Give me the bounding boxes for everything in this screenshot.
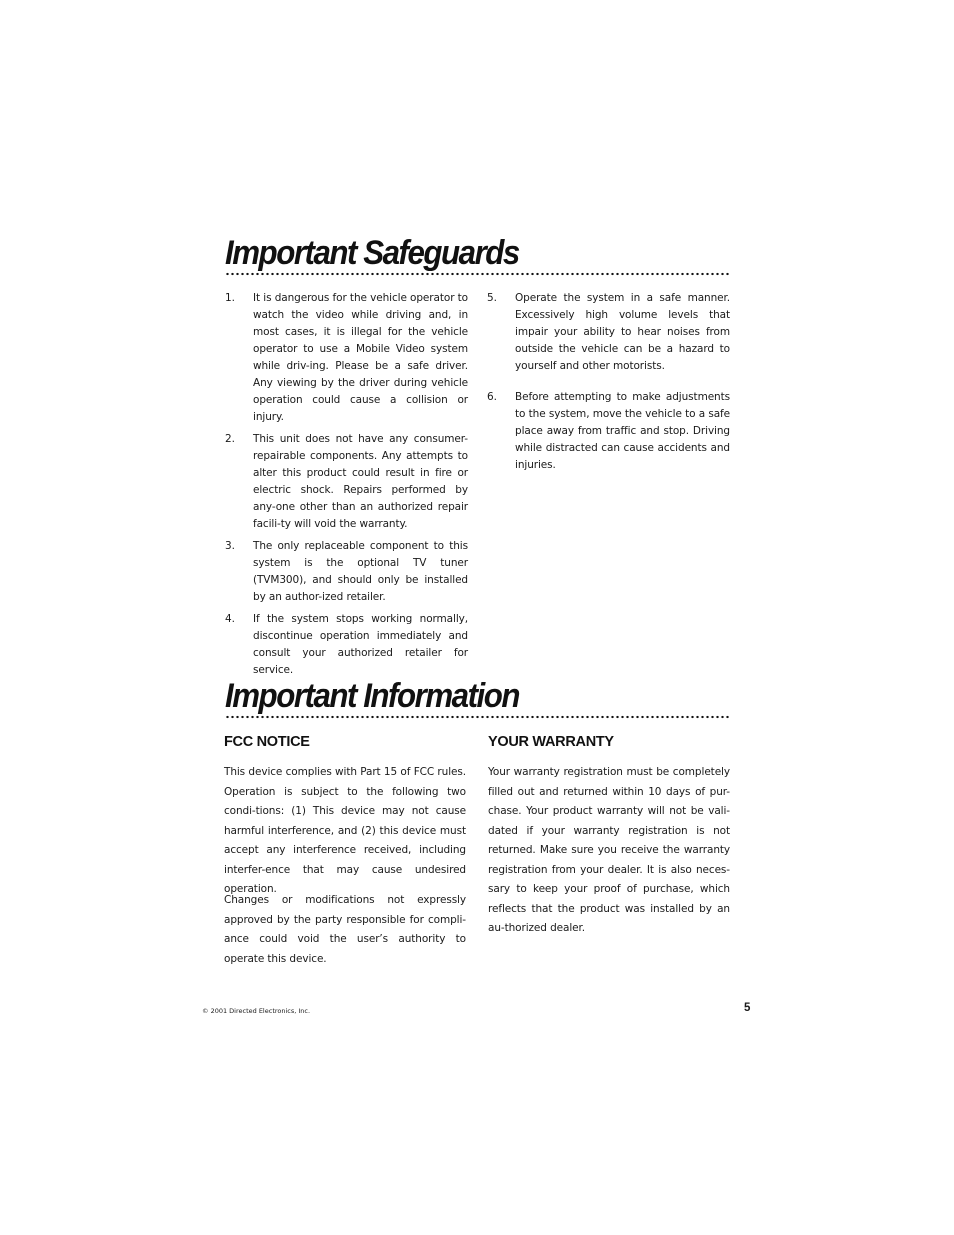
page-number: 5	[744, 1002, 751, 1014]
list-item	[487, 389, 730, 474]
safeguards-column-left	[225, 290, 468, 679]
dotted-rule	[225, 272, 731, 276]
safeguards-title: Important Safeguards	[225, 234, 519, 272]
copyright-notice: © 2001 Directed Electronics, Inc.	[202, 1007, 311, 1015]
fcc-notice-heading: FCC NOTICE	[224, 734, 310, 750]
dotted-rule	[225, 715, 731, 719]
item-text: This unit does not have any consumer-repairable components. Any attempts to alter this product could result in fire or electric shock. Repairs performed by any-one other than an authorized repair facili-ty will void the warranty.	[253, 433, 468, 530]
item-number: 2.	[225, 433, 236, 445]
list-item	[225, 431, 468, 533]
list-item	[487, 290, 730, 375]
item-text: Operate the system in a safe manner. Excessively high volume levels that impair your ability to hear noises from outside the vehicle can be a hazard to yourself and other motorists.	[515, 292, 730, 372]
list-item	[225, 538, 468, 606]
item-number: 6.	[487, 391, 498, 403]
item-text: If the system stops working normally, discontinue operation immediately and consult your authorized retailer for service.	[253, 613, 468, 676]
item-text: The only replaceable component to this system is the optional TV tuner (TVM300), and should only be installed by an author-ized retailer.	[253, 540, 468, 603]
fcc-paragraph: This device complies with Part 15 of FCC rules. Operation is subject to the following two condi-tions: (1) This device may not cause harmful interference, and (2) this device must accept any interference received, including interfer-ence that may cause undesired operation.	[224, 766, 466, 895]
item-number: 4.	[225, 613, 236, 625]
item-text: Before attempting to make adjustments to the system, move the vehicle to a safe place away from traffic and stop. Driving while distracted can cause accidents and injuries.	[515, 391, 730, 471]
safeguards-column-right	[487, 290, 730, 474]
fcc-paragraph: Changes or modifications not expressly approved by the party responsible for compli-ance could void the user’s authority to operate this device.	[224, 894, 466, 965]
warranty-heading: YOUR WARRANTY	[488, 734, 614, 750]
warranty-paragraph: Your warranty registration must be completely filled out and returned within 10 days of pur-chase. Your product warranty will not be vali-dated if your warranty registration is not returned. Make sure you receive the warranty registration from your dealer. It is also neces-sary to keep your proof of purchase, which reflects that the product was installed by an au-thorized dealer.	[488, 766, 730, 934]
item-number: 3.	[225, 540, 236, 552]
list-item	[225, 290, 468, 426]
list-item	[225, 611, 468, 679]
item-number: 5.	[487, 292, 498, 304]
information-title: Important Information	[225, 677, 520, 715]
item-text: It is dangerous for the vehicle operator to watch the video while driving and, in most cases, it is illegal for the vehicle operator to use a Mobile Video system while driv-ing. Please be a safe driver. Any viewing by the driver during vehicle operation could cause a collision or injury.	[253, 292, 468, 423]
item-number: 1.	[225, 292, 236, 304]
